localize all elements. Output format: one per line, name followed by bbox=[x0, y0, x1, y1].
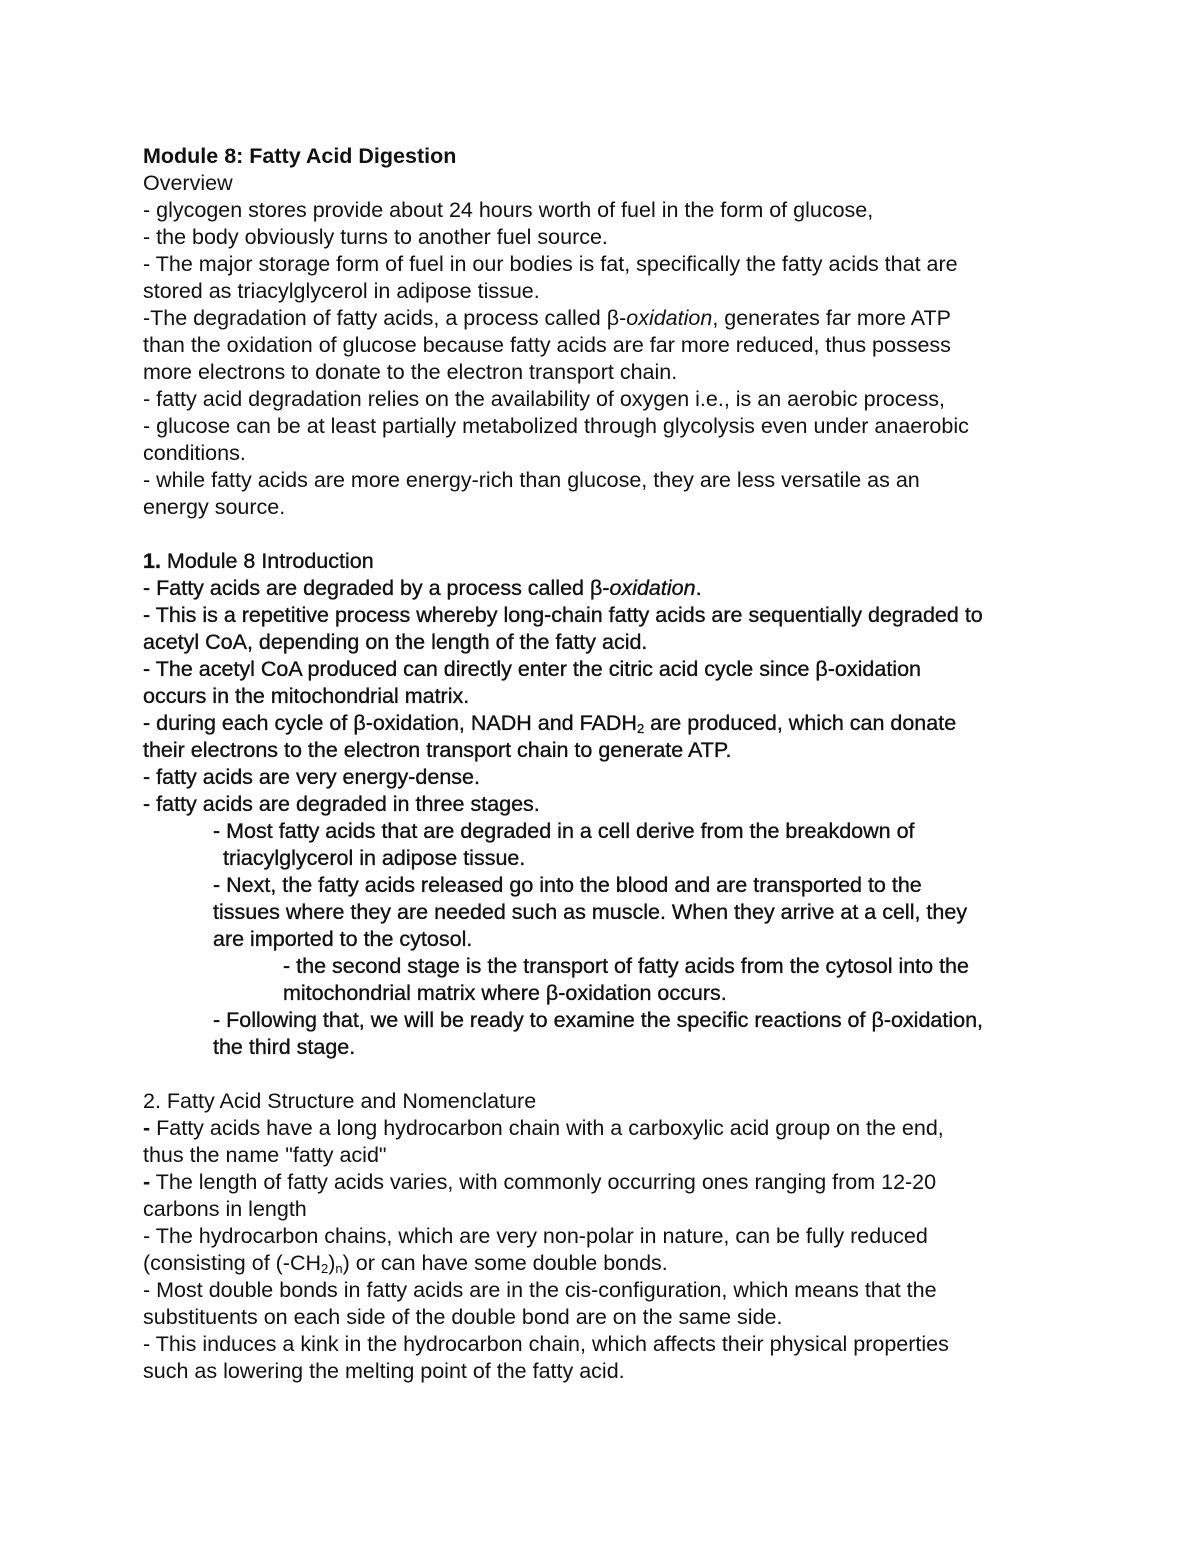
stage-line: - Following that, we will be ready to examine the specific reactions of β-oxidation, bbox=[213, 1008, 984, 1032]
text-run: -The degradation of fatty acids, a process called β- bbox=[143, 306, 627, 330]
overview-section bbox=[143, 143, 1073, 521]
overview-line: than the oxidation of glucose because fatty acids are far more reduced, thus possess bbox=[143, 333, 951, 357]
stage-line: - Most fatty acids that are degraded in a cell derive from the breakdown of bbox=[213, 819, 915, 843]
overview-line: conditions. bbox=[143, 441, 246, 465]
stage-line: - Next, the fatty acids released go into the blood and are transported to the bbox=[213, 873, 922, 897]
subscript: n bbox=[335, 1261, 343, 1276]
section-2-line bbox=[143, 1115, 1073, 1142]
section-2-line: carbons in length bbox=[143, 1197, 307, 1221]
text-run: Fatty acids have a long hydrocarbon chain with a carboxylic acid group on the end, bbox=[150, 1116, 944, 1140]
section-1-line: occurs in the mitochondrial matrix. bbox=[143, 684, 470, 708]
section-2-line: - This induces a kink in the hydrocarbon chain, which affects their physical properties bbox=[143, 1332, 949, 1356]
bullet-dash: - bbox=[143, 1170, 151, 1194]
section-1-line: - This is a repetitive process whereby long-chain fatty acids are sequentially degraded to bbox=[143, 603, 983, 627]
overview-line: - the body obviously turns to another fuel source. bbox=[143, 225, 608, 249]
text-run: The length of fatty acids varies, with commonly occurring ones ranging from 12-20 bbox=[150, 1170, 937, 1194]
section-1-heading bbox=[143, 548, 1073, 575]
stage-line: are imported to the cytosol. bbox=[213, 927, 473, 951]
text-run: ) or can have some double bonds. bbox=[342, 1251, 668, 1275]
section-1-line: - fatty acids are very energy-dense. bbox=[143, 765, 480, 789]
paragraph-gap bbox=[143, 521, 1073, 548]
section-2-line bbox=[143, 1169, 1073, 1196]
section-2-line: - Most double bonds in fatty acids are in the cis-configuration, which means that the bbox=[143, 1278, 937, 1302]
overview-line: - The major storage form of fuel in our bodies is fat, specifically the fatty acids that are bbox=[143, 252, 958, 276]
paragraph-gap bbox=[143, 1061, 1073, 1088]
stage-line: tissues where they are needed such as muscle. When they arrive at a cell, they bbox=[213, 900, 968, 924]
overview-line: - glucose can be at least partially metabolized through glycolysis even under anaerobic bbox=[143, 414, 969, 438]
text-run: - during each cycle of β-oxidation, NADH and FADH bbox=[143, 711, 637, 735]
section-heading-text: Module 8 Introduction bbox=[160, 549, 374, 573]
section-2 bbox=[143, 1088, 1073, 1385]
document-title: Module 8: Fatty Acid Digestion bbox=[143, 144, 457, 168]
section-2-heading: 2. Fatty Acid Structure and Nomenclature bbox=[143, 1089, 537, 1113]
section-1-line: - fatty acids are degraded in three stages. bbox=[143, 792, 540, 816]
text-run: (consisting of (-CH bbox=[143, 1251, 322, 1275]
text-run: ) bbox=[328, 1251, 336, 1275]
section-2-line: substituents on each side of the double bond are on the same side. bbox=[143, 1305, 783, 1329]
overview-line: - while fatty acids are more energy-rich than glucose, they are less versatile as an bbox=[143, 468, 920, 492]
overview-line: - glycogen stores provide about 24 hours worth of fuel in the form of glucose, bbox=[143, 198, 874, 222]
text-run: - Fatty acids are degraded by a process called β- bbox=[143, 576, 610, 600]
overview-line: stored as triacylglycerol in adipose tissue. bbox=[143, 279, 540, 303]
section-1-line: acetyl CoA, depending on the length of the fatty acid. bbox=[143, 630, 648, 654]
overview-line: - fatty acid degradation relies on the availability of oxygen i.e., is an aerobic process, bbox=[143, 387, 945, 411]
section-2-line bbox=[143, 1250, 1073, 1277]
subscript: 2 bbox=[636, 721, 645, 736]
overview-line bbox=[143, 305, 1073, 332]
section-number: 1. bbox=[143, 549, 161, 573]
italic-term: oxidation bbox=[609, 576, 696, 600]
document-page bbox=[143, 143, 1073, 1385]
stage-line: the third stage. bbox=[213, 1035, 356, 1059]
stage-subline: mitochondrial matrix where β-oxidation occurs. bbox=[283, 981, 727, 1005]
overview-heading: Overview bbox=[143, 171, 233, 195]
section-1-line bbox=[143, 710, 1073, 737]
overview-line: energy source. bbox=[143, 495, 286, 519]
italic-term: oxidation bbox=[626, 306, 713, 330]
section-1-line: their electrons to the electron transport chain to generate ATP. bbox=[143, 738, 732, 762]
section-2-line: such as lowering the melting point of the fatty acid. bbox=[143, 1359, 625, 1383]
text-run: , generates far more ATP bbox=[712, 306, 951, 330]
overview-line: more electrons to donate to the electron transport chain. bbox=[143, 360, 678, 384]
text-run: . bbox=[695, 576, 702, 600]
subscript: 2 bbox=[321, 1261, 329, 1276]
section-2-line: - The hydrocarbon chains, which are very non-polar in nature, can be fully reduced bbox=[143, 1224, 928, 1248]
stage-subline: - the second stage is the transport of fatty acids from the cytosol into the bbox=[283, 954, 969, 978]
text-run: are produced, which can donate bbox=[644, 711, 957, 735]
section-1 bbox=[143, 548, 1073, 1061]
section-1-line: - The acetyl CoA produced can directly enter the citric acid cycle since β-oxidation bbox=[143, 657, 921, 681]
section-2-line: thus the name "fatty acid" bbox=[143, 1143, 387, 1167]
section-1-line bbox=[143, 575, 1073, 602]
bullet-dash: - bbox=[143, 1116, 151, 1140]
stage-line: triacylglycerol in adipose tissue. bbox=[223, 846, 526, 870]
